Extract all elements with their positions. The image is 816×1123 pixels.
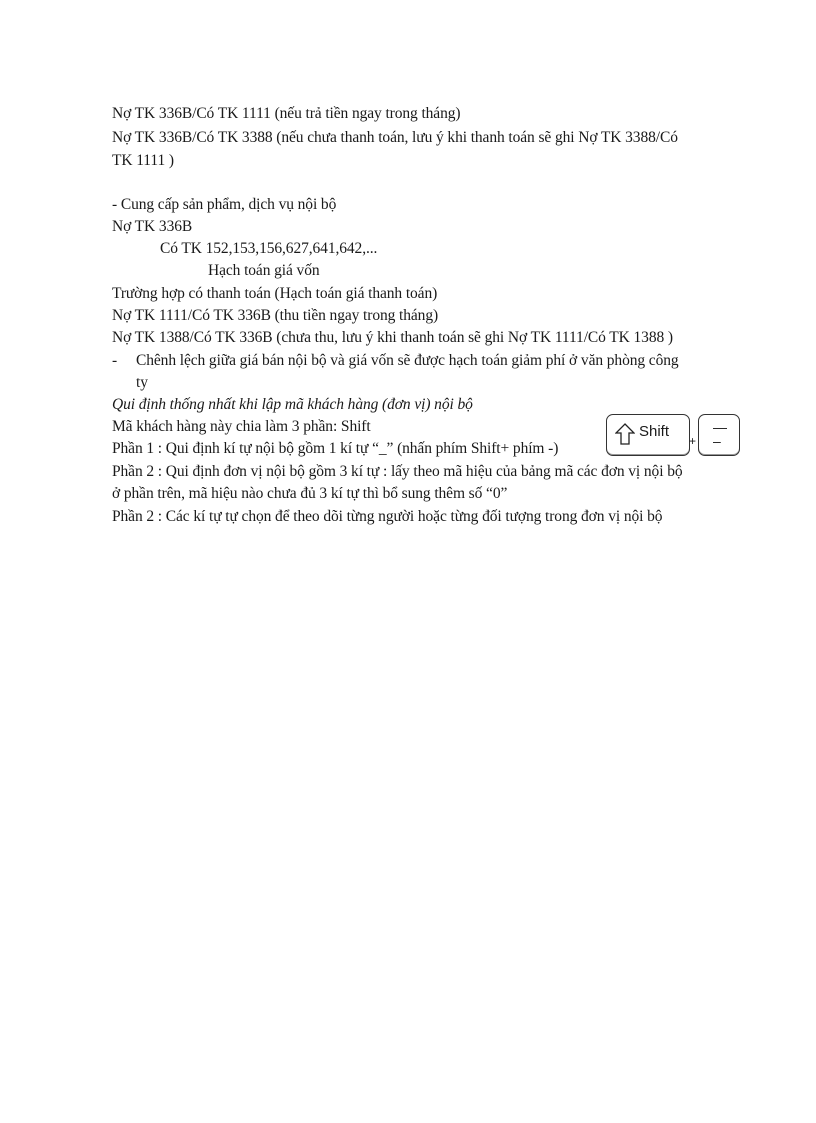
shift-arrow-icon bbox=[615, 423, 635, 445]
text-line: Mã khách hàng này chia làm 3 phần: Shift bbox=[112, 418, 371, 435]
text-line: Nợ TK 336B/Có TK 1111 (nếu trả tiền ngay trong tháng) bbox=[112, 105, 461, 122]
text-line: Nợ TK 336B/Có TK 3388 (nếu chưa thanh toán, lưu ý khi thanh toán sẽ ghi Nợ TK 3388/Có bbox=[112, 129, 678, 146]
text-line: TK 1111 ) bbox=[112, 152, 174, 169]
text-line: Nợ TK 1388/Có TK 336B (chưa thu, lưu ý khi thanh toán sẽ ghi Nợ TK 1111/Có TK 1388 ) bbox=[112, 329, 673, 346]
text-line: Hạch toán giá vốn bbox=[208, 262, 320, 279]
list-item: ty bbox=[136, 374, 148, 391]
list-item: Chênh lệch giữa giá bán nội bộ và giá vốn sẽ được hạch toán giảm phí ở văn phòng công bbox=[136, 352, 679, 369]
minus-key-image bbox=[698, 414, 740, 456]
text-line: Trường hợp có thanh toán (Hạch toán giá thanh toán) bbox=[112, 285, 438, 302]
text-line: Nợ TK 1111/Có TK 336B (thu tiền ngay trong tháng) bbox=[112, 307, 439, 324]
text-line: Nợ TK 336B bbox=[112, 218, 193, 235]
text-line: Phần 2 : Qui định đơn vị nội bộ gồm 3 kí tự : lấy theo mã hiệu của bảng mã các đơn vị nội bộ bbox=[112, 463, 683, 480]
minus-key-bottom-label: – bbox=[713, 433, 721, 449]
text-line: - Cung cấp sản phẩm, dịch vụ nội bộ bbox=[112, 196, 337, 213]
plus-sign: + bbox=[689, 434, 697, 448]
list-dash: - bbox=[112, 352, 118, 369]
section-heading: Qui định thống nhất khi lập mã khách hàng (đơn vị) nội bộ bbox=[112, 396, 473, 413]
minus-key-top-label: — bbox=[713, 419, 727, 435]
shift-key-image bbox=[606, 414, 690, 456]
shift-key-label: Shift bbox=[639, 423, 670, 440]
text-line: Phần 2 : Các kí tự tự chọn để theo dõi từng người hoặc từng đối tượng trong đơn vị nội bộ bbox=[112, 508, 663, 525]
text-line: Phần 1 : Qui định kí tự nội bộ gồm 1 kí tự “_” (nhấn phím Shift+ phím -) bbox=[112, 440, 559, 457]
text-line: Có TK 152,153,156,627,641,642,... bbox=[160, 240, 378, 257]
text-line: ở phần trên, mã hiệu nào chưa đủ 3 kí tự thì bổ sung thêm số “0” bbox=[112, 485, 508, 502]
